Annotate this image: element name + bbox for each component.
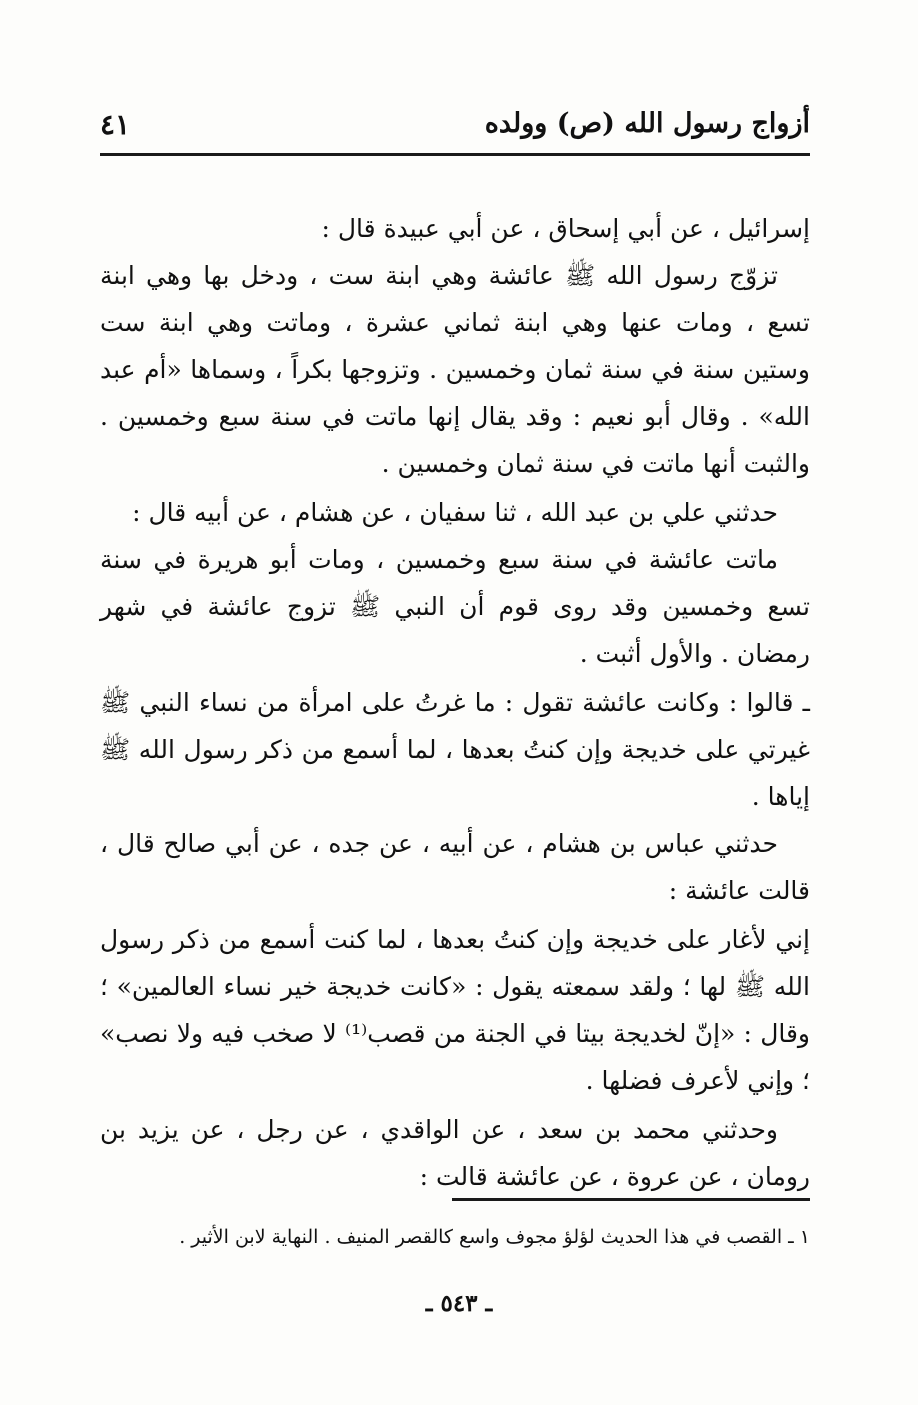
header-page-number: ٤١ xyxy=(100,108,131,141)
paragraph-isnad-3: حدثني عباس بن هشام ، عن أبيه ، عن جده ، عن أبي صالح قال ، قالت عائشة : xyxy=(100,829,810,905)
paragraph-jealousy: ـ قالوا : وكانت عائشة تقول : ما غرتُ على امرأة من نساء النبي ﷺ غيرتي على خديجة وإن كنتُ بعدها ، لما أسمع من ذكر رسول الله ﷺ إياها . xyxy=(100,688,810,811)
paragraph-isnad-1: إسرائيل ، عن أبي إسحاق ، عن أبي عبيدة قال : xyxy=(321,214,810,243)
running-header xyxy=(100,100,810,150)
footnote: ١ ـ القصب في هذا الحديث لؤلؤ مجوف واسع كالقصر المنيف . النهاية لابن الأثير . xyxy=(179,1226,810,1248)
paragraph-death-date: ماتت عائشة في سنة سبع وخمسين ، ومات أبو هريرة في سنة تسع وخمسين وقد روى قوم أن النبي ﷺ تزوج عائشة في شهر رمضان . والأول أثبت . xyxy=(100,545,810,668)
running-title: أزواج رسول الله (ص) وولده xyxy=(484,108,810,139)
paragraph-marriage-age: تزوّج رسول الله ﷺ عائشة وهي ابنة ست ، ودخل بها وهي ابنة تسع ، ومات عنها وهي ابنة ثماني عشرة ، وماتت وهي ابنة ست وستين سنة في سنة ثمان وخمسين . وتزوجها بكراً ، وسماها «أم عبد الله» . وقال أبو نعيم : وقد يقال إنها ماتت في سنة سبع وخمسين . والثبت أنها ماتت في سنة ثمان وخمسين . xyxy=(100,261,810,478)
paragraph-isnad-2: حدثني علي بن عبد الله ، ثنا سفيان ، عن هشام ، عن أبيه قال : xyxy=(132,498,778,527)
main-text xyxy=(100,205,810,1200)
paragraph-isnad-4: وحدثني محمد بن سعد ، عن الواقدي ، عن رجل ، عن يزيد بن رومان ، عن عروة ، عن عائشة قالت : xyxy=(100,1115,810,1191)
paragraph-khadija: إني لأغار على خديجة وإن كنتُ بعدها ، لما كنت أسمع من ذكر رسول الله ﷺ لها ؛ ولقد سمعته يقول : «كانت خديجة خير نساء العالمين» ؛ وقال : «إنّ لخديجة بيتا في الجنة من قصب⁽¹⁾ لا صخب فيه ولا نصب» ؛ وإني لأعرف فضلها . xyxy=(100,925,810,1095)
footnote-divider xyxy=(452,1198,810,1201)
page-folio: ـ ٥٤٣ ـ xyxy=(425,1290,493,1317)
header-divider xyxy=(100,153,810,156)
